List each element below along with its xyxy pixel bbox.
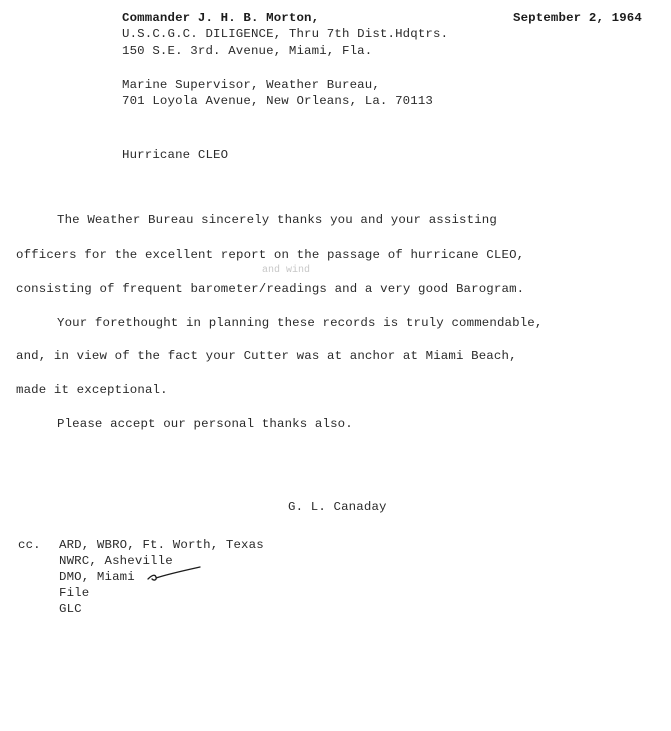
cc-label: cc. bbox=[18, 538, 41, 552]
recipient-name: Commander J. H. B. Morton, bbox=[122, 11, 320, 25]
body-line-6: made it exceptional. bbox=[16, 383, 168, 397]
recipient-address-line-2: U.S.C.G.C. DILIGENCE, Thru 7th Dist.Hdqtrs. bbox=[122, 27, 449, 41]
body-line-5: and, in view of the fact your Cutter was at anchor at Miami Beach, bbox=[16, 349, 517, 363]
cc-item: DMO, Miami bbox=[59, 570, 135, 584]
sender-line-1: Marine Supervisor, Weather Bureau, bbox=[122, 78, 380, 92]
body-line-2: officers for the excellent report on the passage of hurricane CLEO, bbox=[16, 248, 525, 262]
cc-item: GLC bbox=[59, 602, 82, 616]
letter-date: September 2, 1964 bbox=[513, 11, 642, 25]
body-line-4: Your forethought in planning these records is truly commendable, bbox=[57, 316, 543, 330]
body-line-3: consisting of frequent barometer/readings and a very good Barogram. bbox=[16, 282, 525, 296]
cc-item: ARD, WBRO, Ft. Worth, Texas bbox=[59, 538, 264, 552]
sender-line-2: 701 Loyola Avenue, New Orleans, La. 70113 bbox=[122, 94, 434, 108]
handwritten-check-mark bbox=[146, 565, 202, 585]
subject-line: Hurricane CLEO bbox=[122, 148, 229, 162]
body-line-1: The Weather Bureau sincerely thanks you and your assisting bbox=[57, 213, 497, 227]
body-line-7: Please accept our personal thanks also. bbox=[57, 417, 353, 431]
recipient-address-line-3: 150 S.E. 3rd. Avenue, Miami, Fla. bbox=[122, 44, 373, 58]
signature-name: G. L. Canaday bbox=[288, 500, 387, 514]
cc-item: File bbox=[59, 586, 90, 600]
handwritten-insertion: and wind bbox=[262, 265, 311, 276]
cc-item: NWRC, Asheville bbox=[59, 554, 173, 568]
